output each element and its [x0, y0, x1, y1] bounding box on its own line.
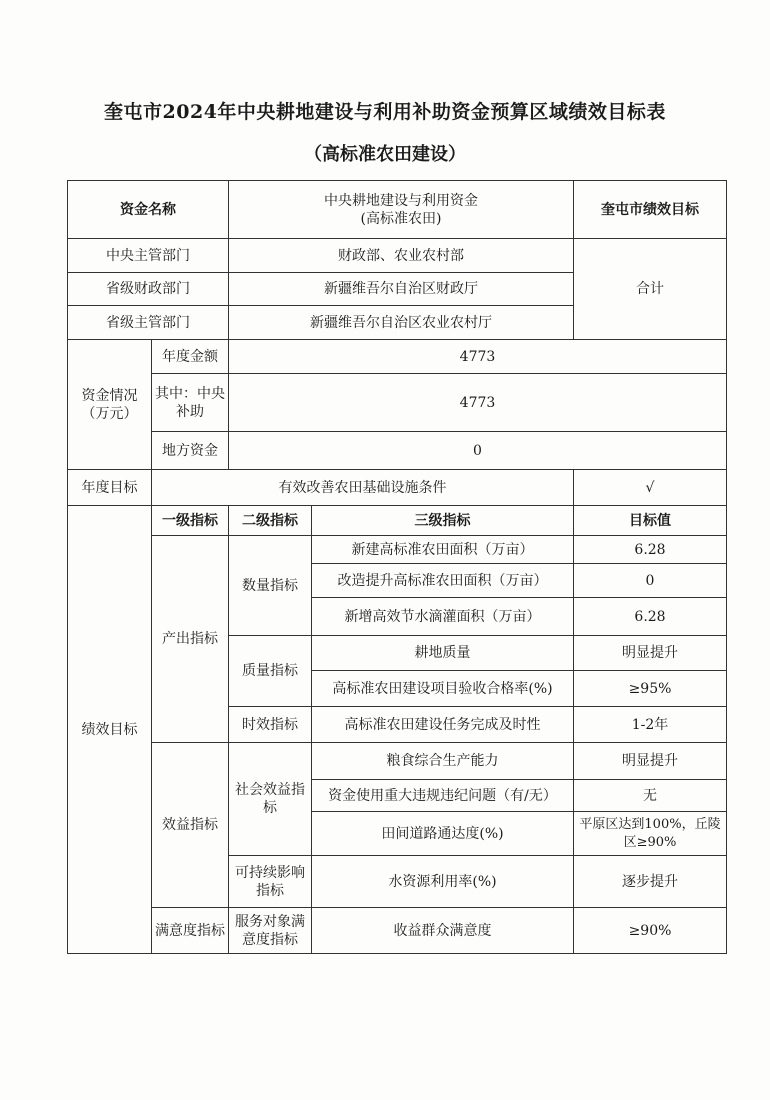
indicator-value: ≥90%: [574, 908, 727, 954]
indicator-value: 明显提升: [574, 743, 727, 780]
indicator-name: 新增高效节水滴灌面积（万亩）: [312, 598, 574, 636]
output-indicator-label: 产出指标: [152, 536, 229, 743]
annual-goal-mark: √: [574, 470, 727, 506]
indicator-value: 1-2年: [574, 707, 727, 743]
indicator-value: 6.28: [574, 536, 727, 564]
indicator-name: 改造提升高标准农田面积（万亩）: [312, 564, 574, 598]
time-indicator-label: 时效指标: [229, 707, 312, 743]
annual-goal-label: 年度目标: [68, 470, 152, 506]
indicator-name: 耕地质量: [312, 636, 574, 671]
fund-name-cell: [229, 181, 574, 239]
performance-label: 绩效目标: [68, 506, 152, 954]
annual-goal-text: 有效改善农田基础设施条件: [152, 470, 574, 506]
service-satisfaction-label: 服务对象满意度指标: [229, 908, 312, 954]
indicator-name: 资金使用重大违规违纪问题（有/无）: [312, 780, 574, 812]
target-value-header: 目标值: [574, 506, 727, 536]
level3-header: 三级指标: [312, 506, 574, 536]
prov-finance-label: 省级财政部门: [68, 273, 229, 306]
indicator-name: 高标准农田建设任务完成及时性: [312, 707, 574, 743]
indicator-value: 明显提升: [574, 636, 727, 671]
indicator-value: 无: [574, 780, 727, 812]
indicator-name: 新建高标准农田面积（万亩）: [312, 536, 574, 564]
indicator-name: 田间道路通达度(%): [312, 812, 574, 856]
quantity-indicator-label: 数量指标: [229, 536, 312, 636]
document-title: 奎屯市2024年中央耕地建设与利用补助资金预算区域绩效目标表: [104, 101, 666, 123]
indicator-value: 6.28: [574, 598, 727, 636]
funds-label: 资金情况（万元）: [68, 340, 152, 470]
total-cell: 合计: [574, 239, 727, 340]
local-funds-label: 地方资金: [152, 432, 229, 470]
satisfaction-indicator-label: 满意度指标: [152, 908, 229, 954]
indicator-name: 水资源利用率(%): [312, 856, 574, 908]
local-funds-value: 0: [229, 432, 727, 470]
social-indicator-label: 社会效益指标: [229, 743, 312, 856]
central-dept-label: 中央主管部门: [68, 239, 229, 273]
quality-indicator-label: 质量指标: [229, 636, 312, 707]
fund-name-sub: (高标准农田): [360, 210, 442, 227]
prov-admin-value: 新疆维吾尔自治区农业农村厅: [229, 306, 574, 340]
central-dept-value: 财政部、农业农村部: [229, 239, 574, 273]
indicator-value: ≥95%: [574, 671, 727, 707]
fund-name-label: 资金名称: [68, 181, 229, 239]
performance-target-table: [67, 180, 727, 954]
document-subtitle: （高标准农田建设）: [304, 144, 466, 165]
indicator-name: 高标准农田建设项目验收合格率(%): [312, 671, 574, 707]
indicator-value: 逐步提升: [574, 856, 727, 908]
fund-name: 中央耕地建设与利用资金: [324, 192, 478, 209]
indicator-value: 0: [574, 564, 727, 598]
central-subsidy-value: 4773: [229, 374, 727, 432]
indicator-name: 粮食综合生产能力: [312, 743, 574, 780]
indicator-name: 收益群众满意度: [312, 908, 574, 954]
level2-header: 二级指标: [229, 506, 312, 536]
sustain-indicator-label: 可持续影响指标: [229, 856, 312, 908]
prov-finance-value: 新疆维吾尔自治区财政厅: [229, 273, 574, 306]
annual-amount-label: 年度金额: [152, 340, 229, 374]
annual-amount-value: 4773: [229, 340, 727, 374]
city-target-header: 奎屯市绩效目标: [574, 181, 727, 239]
benefit-indicator-label: 效益指标: [152, 743, 229, 908]
level1-header: 一级指标: [152, 506, 229, 536]
prov-admin-label: 省级主管部门: [68, 306, 229, 340]
central-subsidy-label: 其中：中央补助: [152, 374, 229, 432]
indicator-value: 平原区达到100%，丘陵区≥90%: [574, 812, 727, 856]
